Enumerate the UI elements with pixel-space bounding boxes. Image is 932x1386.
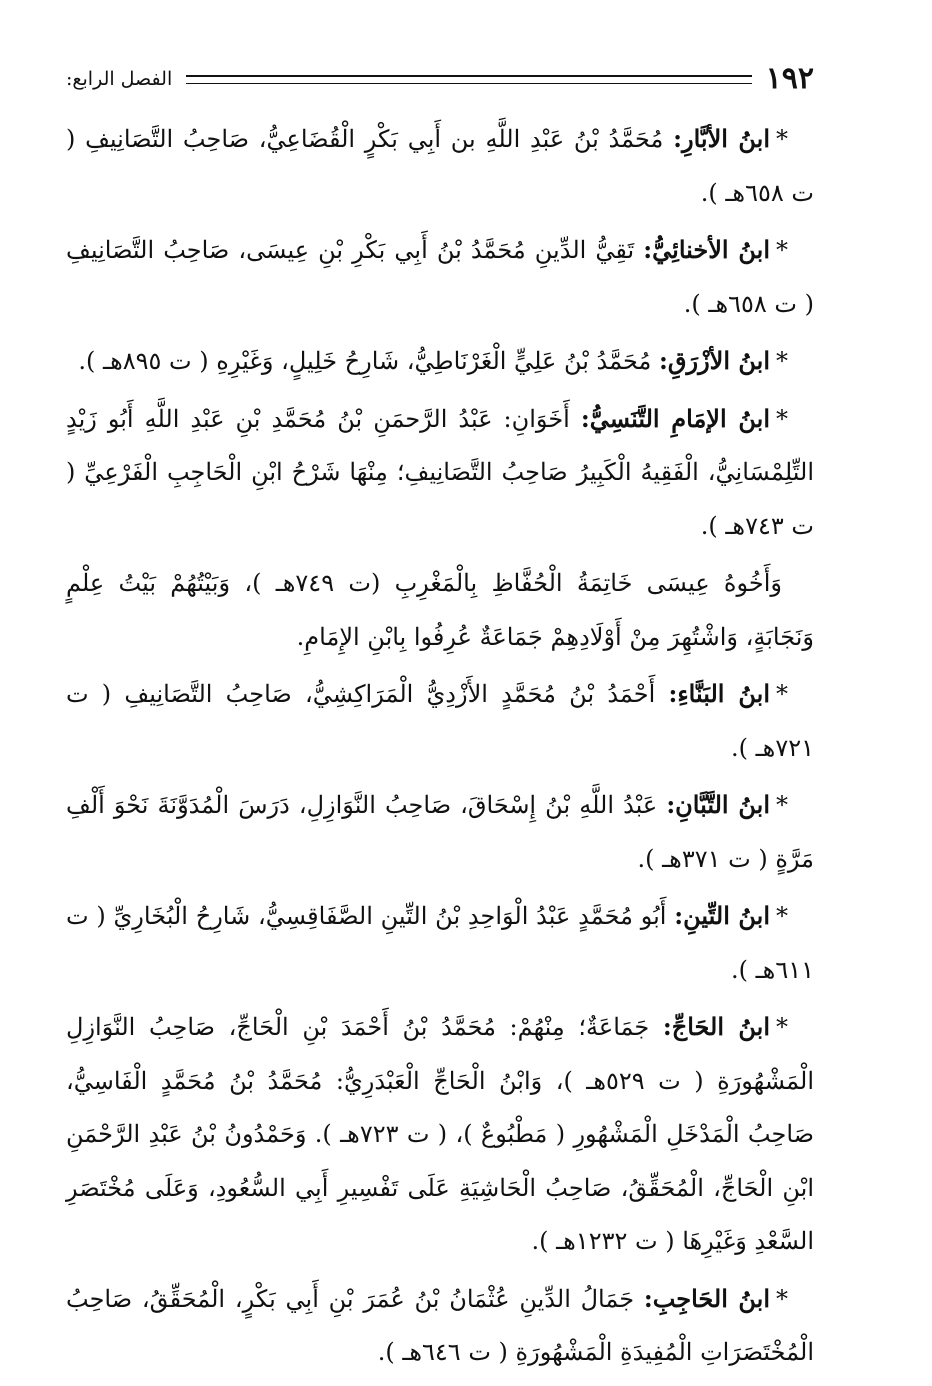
- entry-text: وَأَخُوهُ عِيسَى خَاتِمَةُ الْحُفَّاظِ بِالْمَغْرِبِ (ت ٧٤٩هـ )، وَبَيْتُهُمْ بَيْتُ عِلْمٍ وَنَجَابَةٍ، وَاشْتُهِرَ مِنْ أَوْلَادِهِمْ جَمَاعَةٌ عُرِفُوا بِابْنِ الإِمَامِ.: [66, 569, 814, 651]
- entry-name: ابنُ الحَاجِّ:: [662, 1012, 771, 1041]
- entry-name: ابنُ البَنَّاءِ:: [668, 679, 770, 708]
- entry-text: أَخَوَانِ: عَبْدُ الرَّحمَنِ بْنُ مُحَمَّدِ بْنِ عَبْدِ اللَّهِ أَبُو زَيْدٍ التِّلِمْسَانِيُّ، الْفَقِيهُ الْكَبِيرُ صَاحِبُ التَّصَانِيفِ؛ مِنْهَا شَرْحُ ابْنِ الْحَاجِبِ الْفَرْعِيِّ ( ت ٧٤٣هـ ).: [66, 404, 814, 540]
- entry-star: *: [776, 404, 788, 433]
- entry-text: مُحَمَّدُ بْنُ عَبْدِ اللَّهِ بن أَبِي بَكْرٍ الْقُضَاعِيُّ، صَاحِبُ التَّصَانِيفِ ( ت ٦٥٨هـ ).: [66, 125, 814, 207]
- entry-name: ابنُ الأبَّارِ:: [673, 124, 770, 153]
- entry-text: عَبْدُ اللَّهِ بْنُ إِسْحَاقَ، صَاحِبُ النَّوَازِلِ، دَرَسَ الْمُدَوَّنَةَ نَحْوَ أَلْفِ مَرَّةٍ ( ت ٣٧١هـ ).: [66, 791, 814, 873]
- entry-text: أَبُو مُحَمَّدٍ عَبْدُ الْوَاحِدِ بْنُ التِّينِ الصَّفَاقِسِيُّ، شَارِحُ الْبُخَارِيِّ ( ت ٦١١هـ ).: [66, 902, 814, 984]
- page-header: [66, 62, 814, 96]
- entry-star: *: [776, 347, 788, 375]
- entry-ibn-al-imam: [66, 392, 814, 554]
- entry-ibn-al-tabban: [66, 778, 814, 886]
- page-number: ١٩٢: [765, 61, 814, 96]
- entry-text: جَمَاعَةٌ؛ مِنْهُمْ: مُحَمَّدُ بْنُ أَحْمَدَ بْنِ الْحَاجِّ، صَاحِبُ النَّوَازِلِ الْمَشْهُورَةِ ( ت ٥٢٩هـ )، وَابْنُ الْحَاجِّ الْعَبْدَرِيُّ: مُحَمَّدُ بْنُ مُحَمَّدٍ الْفَاسِيُّ، صَاحِبُ الْمَدْخَلِ الْمَشْهُورِ ( مَطْبُوعٌ )، ( ت ٧٢٣هـ ). وَحَمْدُونُ بْنُ عَبْدِ الرَّحْمَنِ ابْنِ الْحَاجِّ، الْمُحَقِّقُ، صَاحِبُ الْحَاشِيَةِ عَلَى تَفْسِيرِ أَبِي السُّعُودِ، وَعَلَى مُخْتَصَرِ السَّعْدِ وَغَيْرِهَا ( ت ١٢٣٢هـ ).: [66, 1013, 815, 1255]
- entry-star: *: [776, 1284, 788, 1313]
- entry-name: ابنُ الأزْرَقِ:: [659, 346, 770, 375]
- entry-continuation-isa: [66, 556, 814, 664]
- entry-name: ابنُ الأخنائِيُّ:: [643, 235, 770, 264]
- entry-ibn-al-abbar: [66, 112, 814, 220]
- entry-ibn-al-hajib: [66, 1272, 814, 1380]
- entry-star: *: [776, 902, 789, 930]
- entry-text: جَمَالُ الدِّينِ عُثْمَانُ بْنُ عُمَرَ بْنِ أَبِي بَكْرٍ، الْمُحَقِّقُ، صَاحِبُ الْمُخْتَصَرَاتِ الْمُفِيدَةِ الْمَشْهُورَةِ ( ت ٦٤٦هـ ).: [66, 1284, 814, 1366]
- entry-name: ابنُ الحَاجِبِ:: [643, 1283, 770, 1313]
- entry-ibn-al-hajj: [66, 1000, 814, 1269]
- entry-ibn-al-banna: [66, 667, 814, 775]
- entry-star: *: [775, 680, 788, 708]
- entry-ibn-al-tin: [66, 889, 814, 997]
- entry-text: أَحْمَدُ بْنُ مُحَمَّدٍ الأَزْدِيُّ الْمَرَاكِشِيُّ، صَاحِبُ التَّصَانِيفِ ( ت ٧٢١هـ ).: [66, 680, 814, 762]
- entry-star: *: [776, 125, 788, 153]
- entry-ibn-al-akhnai: [66, 223, 814, 331]
- entry-name: ابنُ التَّبَّانِ:: [666, 790, 770, 819]
- header-rule: [186, 75, 751, 84]
- entries-list: [66, 112, 814, 1383]
- entry-name: ابنُ الإمَامِ التَّنَسِيُّ:: [580, 403, 770, 433]
- chapter-title: الفصل الرابع:: [66, 68, 173, 90]
- entry-name: ابنُ التِّينِ:: [674, 901, 771, 930]
- entry-star: *: [776, 236, 788, 264]
- entry-star: *: [776, 1013, 789, 1041]
- entry-star: *: [776, 791, 788, 819]
- entry-ibn-al-azraq: [66, 334, 814, 389]
- entry-text: تَقِيُّ الدِّينِ مُحَمَّدُ بْنُ أَبِي بَكْرِ بْنِ عِيسَى، صَاحِبُ التَّصَانِيفِ ( ت ٦٥٨هـ ).: [66, 236, 814, 318]
- entry-text: مُحَمَّدُ بْنُ عَلِيٍّ الْغَرْنَاطِيُّ، شَارِحُ خَلِيلٍ، وَغَيْرِهِ ( ت ٨٩٥هـ ).: [78, 347, 652, 375]
